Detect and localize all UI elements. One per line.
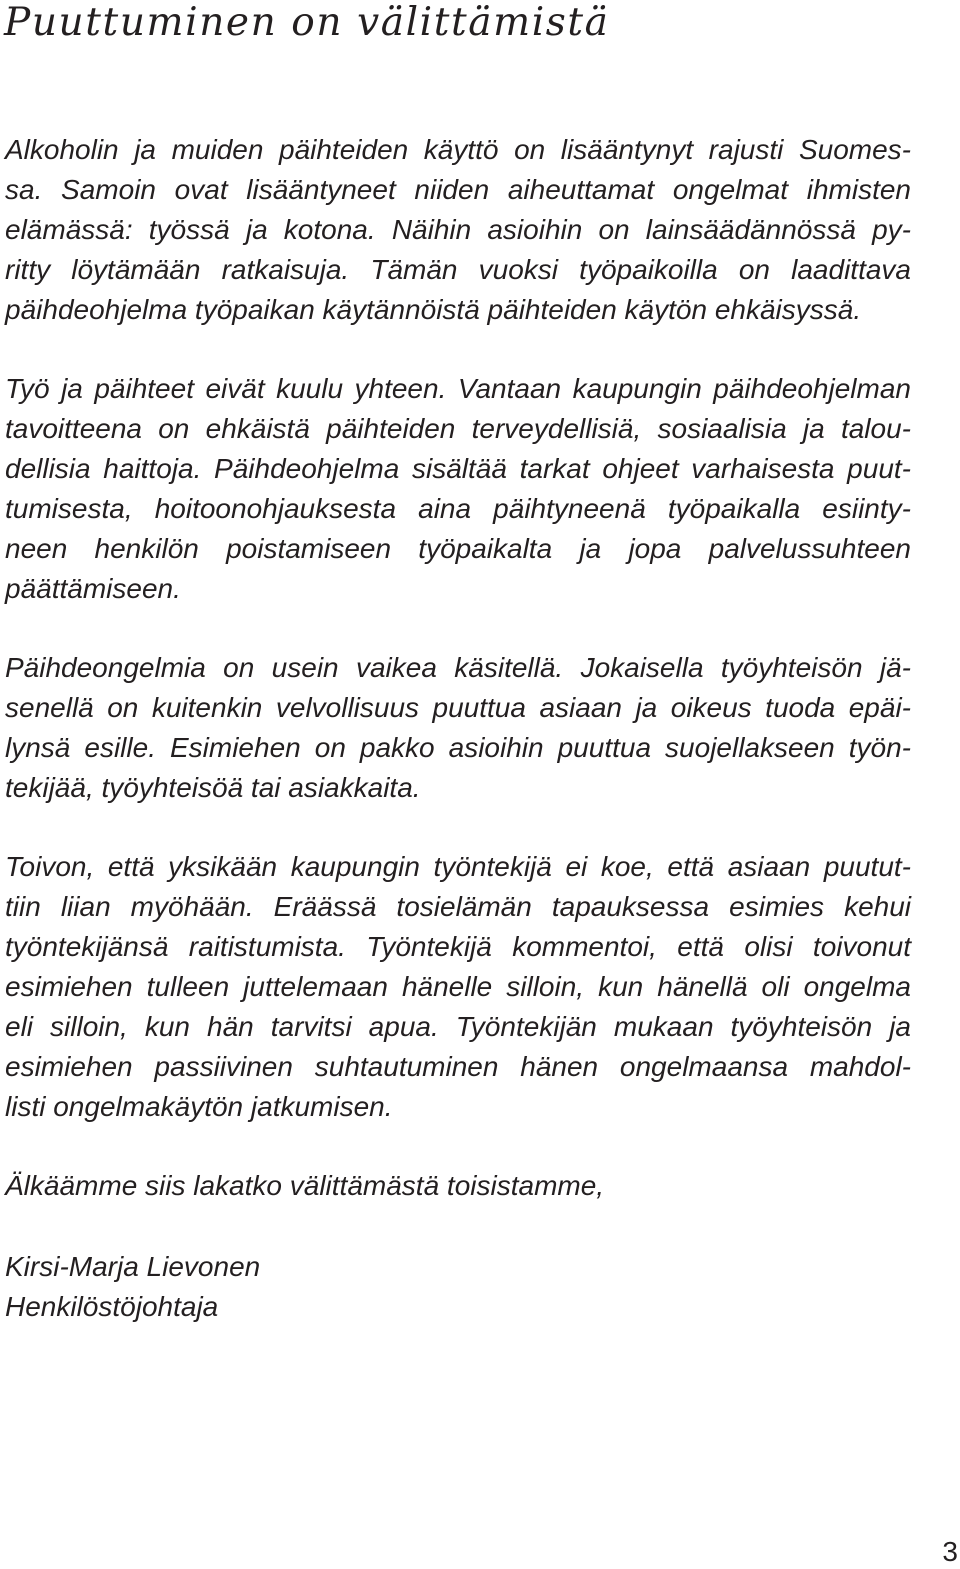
- text-line: listi ongelmakäytön jatkumisen.: [5, 1091, 393, 1122]
- text-line: lynsä esille. Esimiehen on pakko asioihin puuttua suojellakseen työn-: [5, 732, 911, 763]
- text-line: dellisia haittoja. Päihdeohjelma sisältää tarkat ohjeet varhaisesta puut-: [5, 453, 911, 484]
- paragraph-closing: [5, 1166, 911, 1206]
- text-line: tiin liian myöhään. Eräässä tosielämän tapauksessa esimies kehui: [5, 891, 911, 922]
- paragraph-intro: [5, 130, 911, 330]
- text-line: elämässä: työssä ja kotona. Näihin asioihin on lainsäädännössä py-: [5, 214, 911, 245]
- text-line: eli silloin, kun hän tarvitsi apua. Työntekijän mukaan työyhteisön ja: [5, 1011, 911, 1042]
- text-line: Työ ja päihteet eivät kuulu yhteen. Vantaan kaupungin päihdeohjelman: [5, 373, 911, 404]
- paragraph-intervention-duty: [5, 648, 911, 808]
- text-line: esimiehen tulleen juttelemaan hänelle silloin, kun hänellä oli ongelma: [5, 971, 911, 1002]
- text-line: esimiehen passiivinen suhtautuminen hänen ongelmaansa mahdol-: [5, 1051, 911, 1082]
- signature-role: Henkilöstöjohtaja: [5, 1291, 219, 1322]
- text-line: Päihdeongelmia on usein vaikea käsitellä. Jokaisella työyhteisön jä-: [5, 652, 911, 683]
- text-line: sa. Samoin ovat lisääntyneet niiden aiheuttamat ongelmat ihmisten: [5, 174, 911, 205]
- text-line: työntekijänsä raitistumista. Työntekijä kommentoi, että olisi toivonut: [5, 931, 911, 962]
- text-line: ritty löytämään ratkaisuja. Tämän vuoksi työpaikoilla on laadittava: [5, 254, 911, 285]
- text-line: päihdeohjelma työpaikan käytännöistä päihteiden käytön ehkäisyssä.: [5, 294, 862, 325]
- text-line: Alkoholin ja muiden päihteiden käyttö on lisääntynyt rajusti Suomes-: [5, 134, 911, 165]
- text-line: tumisesta, hoitoonohjauksesta aina päihtyneenä työpaikalla esiinty-: [5, 493, 911, 524]
- page-title: Puuttuminen on välittämistä: [4, 0, 610, 45]
- paragraph-case-example: [5, 847, 911, 1127]
- page-number: 3: [942, 1536, 958, 1567]
- paragraph-substance-program: [5, 369, 911, 609]
- text-line: neen henkilön poistamiseen työpaikalta ja jopa palvelussuhteen: [5, 533, 911, 564]
- text-line: Älkäämme siis lakatko välittämästä toisistamme,: [5, 1170, 605, 1201]
- signature-block: [5, 1247, 911, 1327]
- text-line: senellä on kuitenkin velvollisuus puuttua asiaan ja oikeus tuoda epäi-: [5, 692, 911, 723]
- signature-name: Kirsi-Marja Lievonen: [5, 1251, 261, 1282]
- text-line: tekijää, työyhteisöä tai asiakkaita.: [5, 772, 421, 803]
- text-line: päättämiseen.: [5, 573, 181, 604]
- text-line: tavoitteena on ehkäistä päihteiden terveydellisiä, sosiaalisia ja talou-: [5, 413, 911, 444]
- text-line: Toivon, että yksikään kaupungin työntekijä ei koe, että asiaan puutut-: [5, 851, 911, 882]
